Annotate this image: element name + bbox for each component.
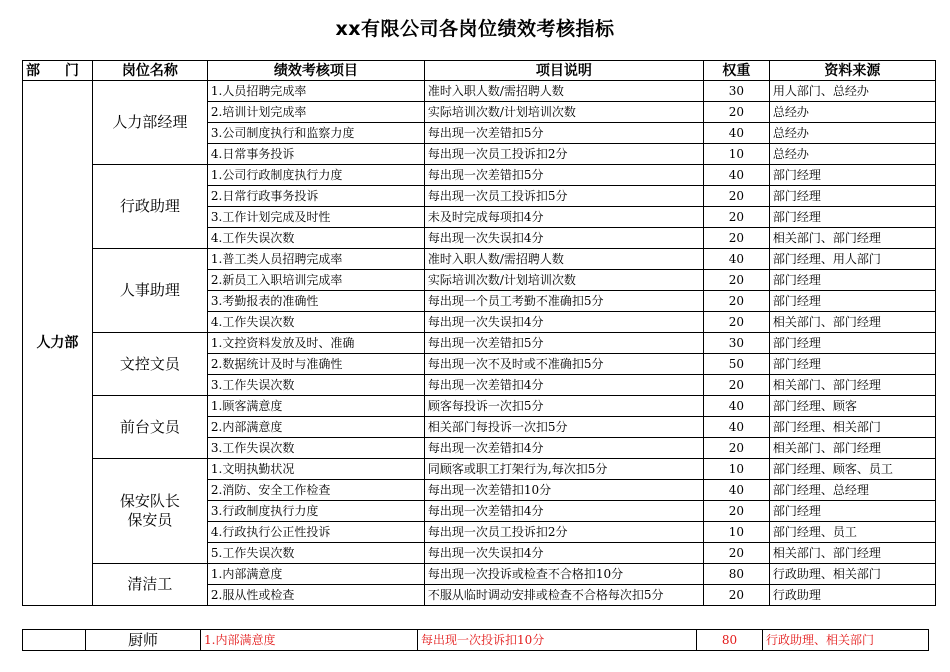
department-cell: 人力部: [23, 81, 93, 606]
weight-cell: 20: [703, 270, 769, 291]
item-cell: 2.日常行政事务投诉: [207, 186, 424, 207]
item-cell: 1.内部满意度: [201, 630, 418, 651]
item-cell: 3.工作失误次数: [207, 375, 424, 396]
item-cell: 4.行政执行公正性投诉: [207, 522, 424, 543]
desc-cell: 每出现一次差错扣5分: [424, 165, 703, 186]
source-cell: 部门经理: [769, 270, 935, 291]
item-cell: 2.服从性或检查: [207, 585, 424, 606]
item-cell: 1.内部满意度: [207, 564, 424, 585]
weight-cell: 20: [703, 228, 769, 249]
page-title: xx有限公司各岗位绩效考核指标: [335, 18, 615, 40]
source-cell: 部门经理、用人部门: [769, 249, 935, 270]
weight-cell: 10: [703, 459, 769, 480]
item-cell: 1.公司行政制度执行力度: [207, 165, 424, 186]
desc-cell: 不服从临时调动安排或检查不合格每次扣5分: [424, 585, 703, 606]
source-cell: 用人部门、总经办: [769, 81, 935, 102]
header-item: 绩效考核项目: [207, 61, 424, 81]
weight-cell: 80: [697, 630, 763, 651]
weight-cell: 30: [703, 333, 769, 354]
source-cell: 行政助理: [769, 585, 935, 606]
source-cell: 部门经理: [769, 165, 935, 186]
desc-cell: 准时入职人数/需招聘人数: [424, 249, 703, 270]
desc-cell: 未及时完成每项扣4分: [424, 207, 703, 228]
desc-cell: 准时入职人数/需招聘人数: [424, 81, 703, 102]
desc-cell: 实际培训次数/计划培训次数: [424, 270, 703, 291]
position-cell: 保安队长 保安员: [92, 459, 207, 564]
desc-cell: 每出现一次员工投诉扣5分: [424, 186, 703, 207]
position-cell: 前台文员: [92, 396, 207, 459]
source-cell: 部门经理、相关部门: [769, 417, 935, 438]
weight-cell: 80: [703, 564, 769, 585]
header-position: 岗位名称: [92, 61, 207, 81]
table-row: [23, 249, 936, 270]
position-cell: 人事助理: [92, 249, 207, 333]
desc-cell: 每出现一次差错扣5分: [424, 333, 703, 354]
desc-cell: 每出现一次差错扣4分: [424, 501, 703, 522]
desc-cell: 每出现一个员工考勤不准确扣5分: [424, 291, 703, 312]
table-row: [23, 564, 936, 585]
source-cell: 部门经理: [769, 207, 935, 228]
position-cell: 清洁工: [92, 564, 207, 606]
desc-cell: 每出现一次失误扣4分: [424, 543, 703, 564]
item-cell: 1.顾客满意度: [207, 396, 424, 417]
source-cell: 部门经理、顾客: [769, 396, 935, 417]
source-cell: 总经办: [769, 102, 935, 123]
desc-cell: 每出现一次差错扣5分: [424, 123, 703, 144]
weight-cell: 20: [703, 585, 769, 606]
weight-cell: 20: [703, 102, 769, 123]
source-cell: 相关部门、部门经理: [769, 438, 935, 459]
source-cell: 相关部门、部门经理: [769, 228, 935, 249]
source-cell: 部门经理、员工: [769, 522, 935, 543]
source-cell: 部门经理: [769, 354, 935, 375]
item-cell: 2.内部满意度: [207, 417, 424, 438]
table-row: [23, 459, 936, 480]
header-source: 资料来源: [769, 61, 935, 81]
source-cell: 总经办: [769, 123, 935, 144]
item-cell: 3.行政制度执行力度: [207, 501, 424, 522]
table-header-row: [23, 61, 936, 81]
weight-cell: 20: [703, 186, 769, 207]
weight-cell: 20: [703, 207, 769, 228]
desc-cell: 每出现一次差错扣4分: [424, 375, 703, 396]
item-cell: 1.文明执勤状况: [207, 459, 424, 480]
item-cell: 2.消防、安全工作检查: [207, 480, 424, 501]
desc-cell: 每出现一次投诉扣10分: [418, 630, 697, 651]
source-cell: 部门经理、顾客、员工: [769, 459, 935, 480]
kpi-table: [22, 60, 936, 606]
item-cell: 3.工作失误次数: [207, 438, 424, 459]
position-cell: 行政助理: [92, 165, 207, 249]
position-cell: 文控文员: [92, 333, 207, 396]
weight-cell: 40: [703, 165, 769, 186]
item-cell: 2.培训计划完成率: [207, 102, 424, 123]
table-row: [23, 630, 929, 651]
table-row: [23, 333, 936, 354]
source-cell: 行政助理、相关部门: [769, 564, 935, 585]
table-row: [23, 396, 936, 417]
source-cell: 总经办: [769, 144, 935, 165]
header-desc: 项目说明: [424, 61, 703, 81]
header-dept: 部 门: [23, 61, 93, 81]
weight-cell: 20: [703, 291, 769, 312]
desc-cell: 每出现一次失误扣4分: [424, 312, 703, 333]
source-cell: 部门经理、总经理: [769, 480, 935, 501]
kpi-table-continued: [22, 629, 929, 651]
weight-cell: 40: [703, 249, 769, 270]
desc-cell: 每出现一次员工投诉扣2分: [424, 144, 703, 165]
weight-cell: 40: [703, 417, 769, 438]
item-cell: 2.新员工入职培训完成率: [207, 270, 424, 291]
weight-cell: 40: [703, 123, 769, 144]
table-row: [23, 165, 936, 186]
position-cell: 人力部经理: [92, 81, 207, 165]
item-cell: 5.工作失误次数: [207, 543, 424, 564]
table-row: [23, 81, 936, 102]
position-cell: 厨师: [86, 630, 201, 651]
weight-cell: 20: [703, 312, 769, 333]
desc-cell: 实际培训次数/计划培训次数: [424, 102, 703, 123]
weight-cell: 20: [703, 543, 769, 564]
desc-cell: 每出现一次员工投诉扣2分: [424, 522, 703, 543]
item-cell: 3.工作计划完成及时性: [207, 207, 424, 228]
source-cell: 行政助理、相关部门: [763, 630, 929, 651]
item-cell: 1.普工类人员招聘完成率: [207, 249, 424, 270]
desc-cell: 顾客每投诉一次扣5分: [424, 396, 703, 417]
weight-cell: 10: [703, 144, 769, 165]
weight-cell: 40: [703, 480, 769, 501]
weight-cell: 20: [703, 375, 769, 396]
weight-cell: 30: [703, 81, 769, 102]
weight-cell: 20: [703, 501, 769, 522]
weight-cell: 50: [703, 354, 769, 375]
source-cell: 相关部门、部门经理: [769, 543, 935, 564]
desc-cell: 每出现一次失误扣4分: [424, 228, 703, 249]
dept-cell-empty: [23, 630, 86, 651]
source-cell: 部门经理: [769, 501, 935, 522]
desc-cell: 每出现一次差错扣10分: [424, 480, 703, 501]
item-cell: 3.公司制度执行和监察力度: [207, 123, 424, 144]
header-weight: 权重: [703, 61, 769, 81]
source-cell: 相关部门、部门经理: [769, 375, 935, 396]
source-cell: 部门经理: [769, 333, 935, 354]
weight-cell: 40: [703, 396, 769, 417]
item-cell: 4.日常事务投诉: [207, 144, 424, 165]
desc-cell: 相关部门每投诉一次扣5分: [424, 417, 703, 438]
item-cell: 3.考勤报表的准确性: [207, 291, 424, 312]
item-cell: 4.工作失误次数: [207, 312, 424, 333]
source-cell: 部门经理: [769, 186, 935, 207]
weight-cell: 10: [703, 522, 769, 543]
source-cell: 相关部门、部门经理: [769, 312, 935, 333]
source-cell: 部门经理: [769, 291, 935, 312]
desc-cell: 每出现一次投诉或检查不合格扣10分: [424, 564, 703, 585]
item-cell: 1.人员招聘完成率: [207, 81, 424, 102]
item-cell: 2.数据统计及时与准确性: [207, 354, 424, 375]
weight-cell: 20: [703, 438, 769, 459]
item-cell: 4.工作失误次数: [207, 228, 424, 249]
desc-cell: 每出现一次差错扣4分: [424, 438, 703, 459]
desc-cell: 同顾客或职工打架行为,每次扣5分: [424, 459, 703, 480]
item-cell: 1.文控资料发放及时、准确: [207, 333, 424, 354]
desc-cell: 每出现一次不及时或不准确扣5分: [424, 354, 703, 375]
